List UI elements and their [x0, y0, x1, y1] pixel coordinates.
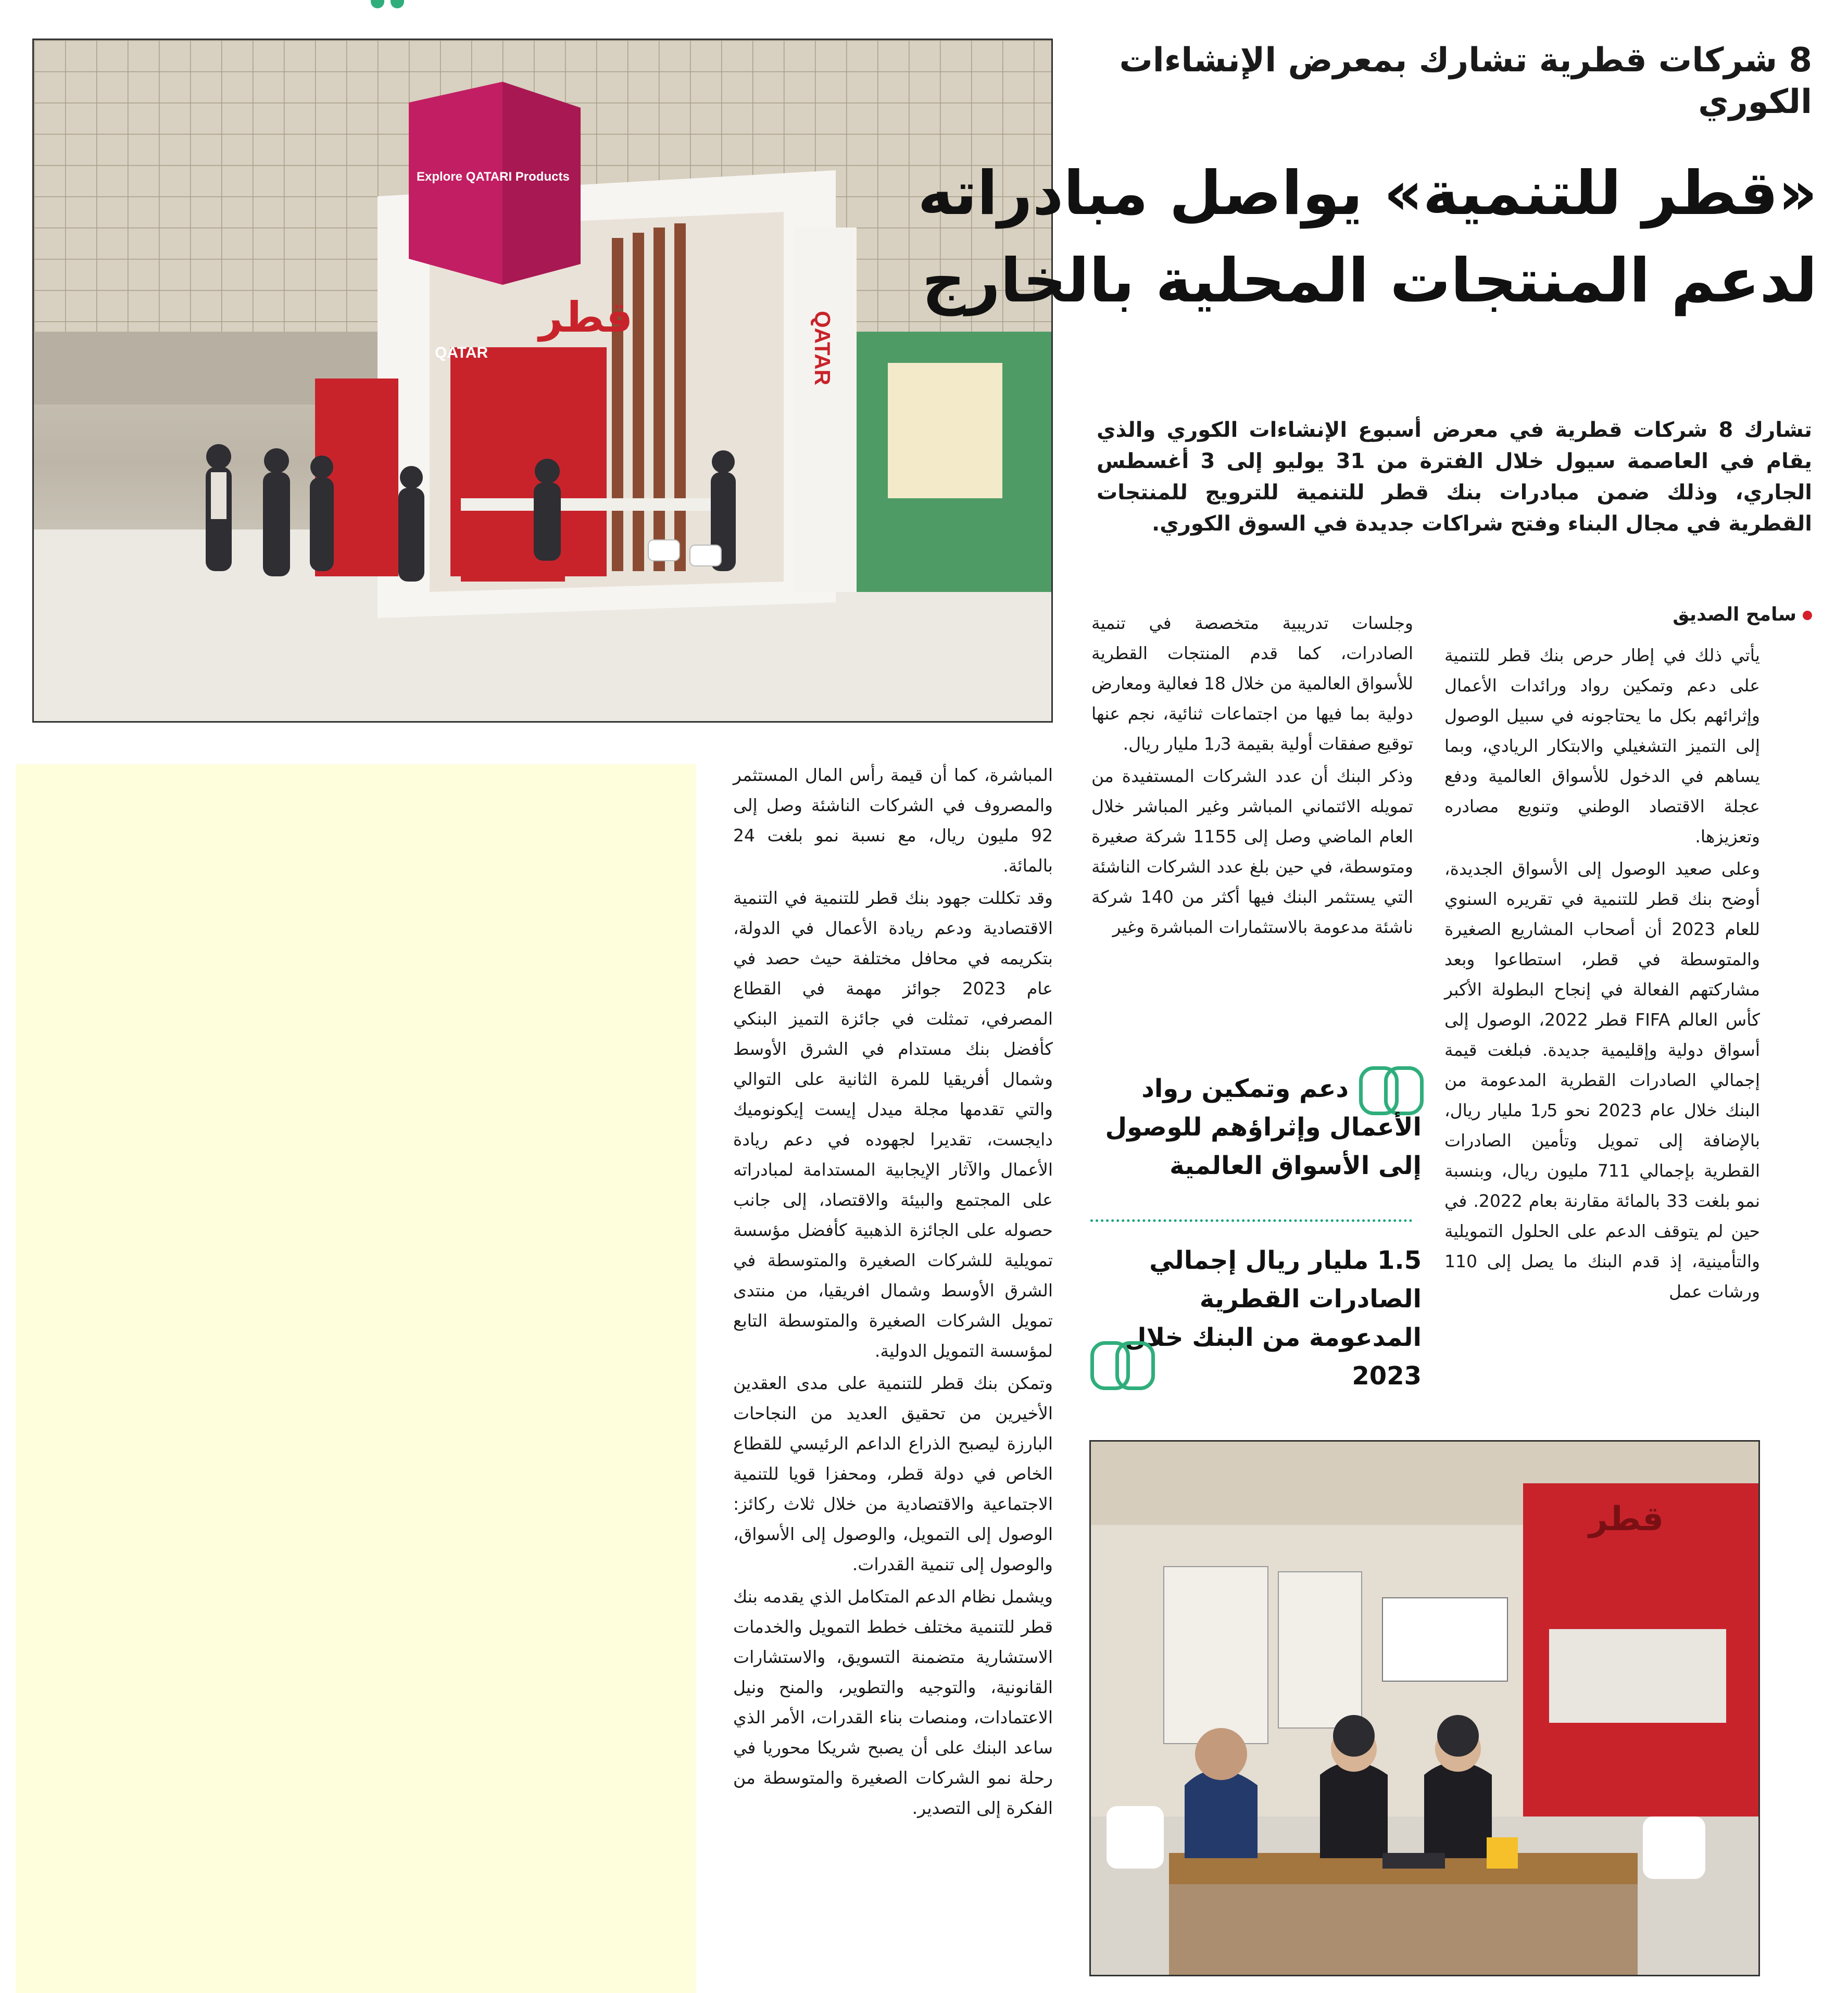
pull-quote-2-container	[1088, 1241, 1422, 1397]
article-byline	[1458, 603, 1812, 627]
article-headline-line2: لدعم المنتجات المحلية بالخارج	[922, 246, 1817, 316]
article-column-2	[1091, 608, 1413, 944]
col2-paragraph-2: وذكر البنك أن عدد الشركات المستفيدة من تمويله الائتماني المباشر وغير المباشر خلال العام الماضي وصل إلى 1155 شركة صغيرة ومتوسطة، في حين بلغ عدد الشركات الناشئة التي يستثمر البنك فيها أكثر من 140 شركة ناشئة مدعومة بالاستثمارات المباشرة وغير	[1091, 766, 1414, 937]
col1-paragraph-1: يأتي ذلك في إطار حرص بنك قطر للتنمية على دعم وتمكين رواد ورائدات الأعمال وإثرائهم بكل ما يحتاجونه في سبيل الوصول إلى التميز التشغيلي والابتكار الريادي، وبما يساهم في الدخول للأسواق العالمية ودفع عجلة الاقتصاد الوطني وتنويع مصادره وتعزيزها.	[1444, 645, 1760, 847]
booth-illustration	[34, 40, 1051, 721]
byline-name: سامح الصديق	[1673, 604, 1796, 625]
article-lead: تشارك 8 شركات قطرية في معرض أسبوع الإنشاءات الكوري والذي يقام في العاصمة سيول خلال الفترة من 31 يوليو إلى 3 أغسطس الجاري، وذلك ضمن مبادرات بنك قطر للتنمية للترويج للمنتجات القطرية في مجال البناء وفتح شراكات جديدة في السوق الكوري.	[1097, 418, 1813, 536]
col2-paragraph-1: وجلسات تدريبية متخصصة في تنمية الصادرات، كما قدم المنتجات القطرية للأسواق العالمية من خلال 18 فعالية ومعارض دولية بما فيها من اجتماعات ثنائية، نجم عنها توقيع صفقات أولية بقيمة 1٫3 مليار ريال.	[1091, 613, 1413, 754]
col3-paragraph-3: وتمكن بنك قطر للتنمية على مدى العقدين الأخيرين من تحقيق العديد من النجاحات البارزة ليصبح الذراع الداعم الرئيسي للقطاع الخاص في دولة قطر، ومحفزا قويا للتنمية الاجتماعية والاقتصادية من خلال ثلاث ركائز: الوصول إلى التمويل، والوصول إلى الأسواق، والوصول إلى تنمية القدرات.	[733, 1373, 1053, 1574]
exhibition-booth-photo	[32, 39, 1053, 723]
booth-cube-text: Explore QATARI Products	[417, 170, 570, 184]
article-column-3	[733, 760, 1053, 1825]
advertisement-space	[16, 764, 696, 1993]
quote-mark-close-icon	[1088, 1336, 1156, 1393]
booth-sign-qatar-en-2: QATAR	[435, 344, 488, 361]
col1-paragraph-2: وعلى صعيد الوصول إلى الأسواق الجديدة، أوضح بنك قطر للتنمية في تقريره السنوي للعام 2023 أن أصحاب المشاريع الصغيرة والمتوسطة في قطر، استطاعوا وبعد مشاركتهم الفعالة في إنجاح البطولة الأكبر كأس العالم FIFA قطر 2022، الوصول إلى أسواق دولية وإقليمية جديدة. فبلغت قيمة إجمالي الصادرات القطرية المدعومة من البنك خلال عام 2023 نحو 1٫5 مليار ريال، بالإضافة إلى تمويل وتأمين الصادرات القطرية بإجمالي 711 مليون ريال، وبنسبة نمو بلغت 33 بالمائة مقارنة بعام 2022. في حين لم يتوقف الدعم على الحلول التمويلية والتأمينية، إذ قدم البنك ما يصل إلى 110 ورشات عمل	[1444, 859, 1761, 1302]
article-column-1	[1444, 640, 1760, 1309]
meeting-illustration	[1091, 1442, 1758, 1975]
top-decor-icon	[371, 0, 407, 9]
col3-paragraph-1: المباشرة، كما أن قيمة رأس المال المستثمر والمصروف في الشركات الناشئة وصل إلى 92 مليون ريال، مع نسبة نمو بلغت 24 بالمائة.	[733, 765, 1053, 876]
pull-quote-divider	[1090, 1219, 1412, 1222]
wall-sign-ar: قطر	[1588, 1500, 1664, 1538]
article-kicker: 8 شركات قطرية تشارك بمعرض الإنشاءات الكوري	[1119, 41, 1812, 121]
pull-quote-2: 1.5 مليار ريال إجمالي الصادرات القطرية المدعومة من البنك خلال 2023	[1124, 1246, 1422, 1391]
booth-sign-qatar-en: QATAR	[810, 311, 835, 386]
article-headline-line1: «قطر للتنمية» يواصل مبادراته	[917, 158, 1817, 229]
booth-sign-qatar-ar: قطر	[538, 293, 633, 342]
business-meeting-photo	[1089, 1440, 1760, 1976]
pull-quote-1-container	[1088, 1062, 1422, 1208]
pull-quote-1: دعم وتمكين رواد الأعمال وإثراؤهم للوصول إلى الأسواق العالمية	[1105, 1074, 1422, 1180]
col3-paragraph-4: ويشمل نظام الدعم المتكامل الذي يقدمه بنك قطر للتنمية مختلف خطط التمويل والخدمات الاستشارية متضمنة التسويق، والاستشارات القانونية، والتوجيه والتطوير، والمنح ونيل الاعتمادات، ومنصات بناء القدرات، الأمر الذي ساعد البنك على أن يصبح شريكا محوريا في رحلة نمو الشركات الصغيرة والمتوسطة من الفكرة إلى التصدير.	[733, 1586, 1053, 1818]
byline-dot-icon	[1803, 611, 1812, 620]
col3-paragraph-2: وقد تكللت جهود بنك قطر للتنمية في التنمية الاقتصادية ودعم ريادة الأعمال في الدولة، بتكريمه في محافل مختلفة حيث حصد في عام 2023 جوائز مهمة في القطاع المصرفي، تمثلت في جائزة التميز البنكي كأفضل بنك مستدام في الشرق الأوسط وشمال أفريقيا للمرة الثانية على التوالي والتي تقدمها مجلة ميدل إيست إيكونوميك دايجست، تقديرا لجهوده في دعم ريادة الأعمال والآثار الإيجابية المستدامة لمبادراته على المجتمع والبيئة والاقتصاد، إلى جانب حصوله على الجائزة الذهبية كأفضل مؤسسة تمويلية للشركات الصغيرة والمتوسطة في الشرق الأوسط وشمال افريقيا، من منتدى تمويل الشركات الصغيرة والمتوسطة التابع لمؤسسة التمويل الدولية.	[733, 888, 1053, 1361]
